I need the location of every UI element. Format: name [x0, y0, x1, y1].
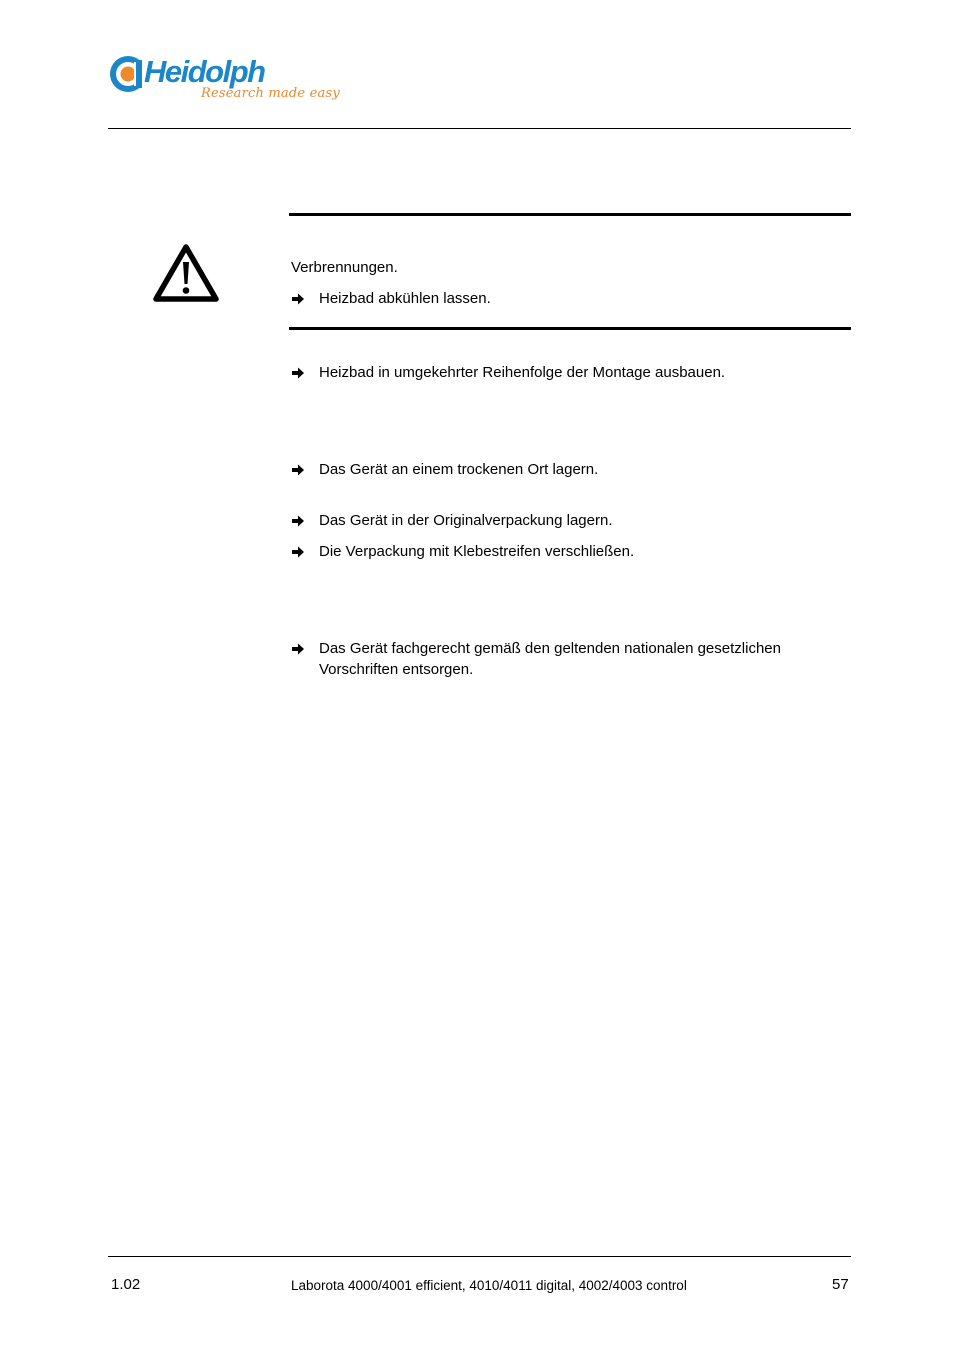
footer-divider	[108, 1256, 851, 1257]
arrow-right-icon	[291, 642, 305, 656]
step-store-pack: Das Gerät in der Originalverpackung lagern.	[319, 512, 613, 529]
warning-text: Verbrennungen.	[291, 259, 398, 276]
logo-wordmark: Heidolph	[144, 54, 265, 89]
footer-model: Laborota 4000/4001 efficient, 4010/4011 digital, 4002/4003 control	[291, 1278, 687, 1293]
arrow-right-icon	[291, 514, 305, 528]
step-dismount: Heizbad in umgekehrter Reihenfolge der Montage ausbauen.	[319, 364, 726, 381]
arrow-right-icon	[291, 292, 305, 306]
warning-triangle-icon	[152, 242, 220, 304]
step-store-dry: Das Gerät an einem trockenen Ort lagern.	[319, 461, 599, 478]
arrow-right-icon	[291, 366, 305, 380]
logo-mark-icon	[108, 54, 148, 94]
step-dispose-line1: Das Gerät fachgerecht gemäß den geltenden nationalen gesetzlichen	[319, 640, 781, 657]
warning-top-rule	[289, 213, 851, 216]
arrow-right-icon	[291, 463, 305, 477]
page-number: 57	[832, 1276, 849, 1293]
warning-step: Heizbad abkühlen lassen.	[319, 290, 491, 307]
header-divider	[108, 128, 851, 129]
arrow-right-icon	[291, 545, 305, 559]
step-store-seal: Die Verpackung mit Klebestreifen verschließen.	[319, 543, 635, 560]
warning-bottom-rule	[289, 327, 851, 330]
footer-version: 1.02	[111, 1276, 141, 1293]
logo-tagline: Research made easy	[201, 86, 340, 101]
step-dispose-line2: Vorschriften entsorgen.	[319, 661, 474, 678]
heidolph-logo	[108, 50, 340, 112]
